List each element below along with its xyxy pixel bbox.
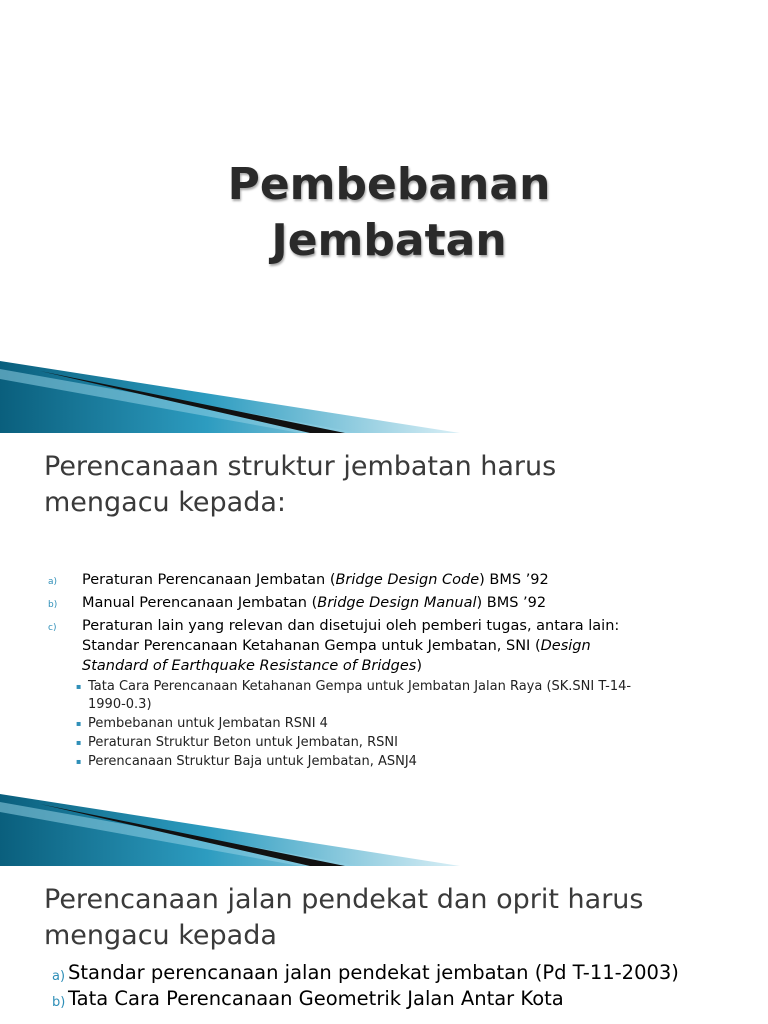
item-text-end: ) BMS ’92: [476, 595, 547, 611]
list-marker: a): [48, 577, 58, 587]
slide-heading: Perencanaan struktur jembatan harus mengacu kepada:: [44, 451, 557, 518]
item-text: Tata Cara Perencanaan Geometrik Jalan Antar Kota: [68, 987, 564, 1010]
bullet-icon: ▪: [76, 738, 82, 747]
list-item: [44, 593, 644, 613]
content-slide-structure: [0, 433, 768, 866]
content-slide-approach-road: [0, 866, 768, 1024]
bullet-icon: ▪: [76, 682, 82, 691]
item-italic: Design Standard of Earthquake Resistance of Bridges: [82, 638, 591, 674]
sub-list-item: ▪ Perencanaan Struktur Baja untuk Jembatan, ASNJ4: [76, 754, 417, 769]
list-item: [44, 616, 644, 771]
list-marker: a): [52, 969, 66, 984]
item-text-end: ) BMS ’92: [479, 572, 549, 588]
bullet-icon: ▪: [76, 757, 82, 766]
slide-title: [0, 157, 768, 269]
sub-list-item: ▪ Tata Cara Perencanaan Ketahanan Gempa untuk Jembatan Jalan Raya (SK.SNI T-14-1990-0.3): [76, 679, 632, 712]
slide-heading: Perencanaan jalan pendekat dan oprit harus mengacu kepada: [44, 884, 644, 951]
item-text-end: ): [416, 658, 422, 674]
bullet-icon: ▪: [76, 719, 82, 728]
item-text: Peraturan Perencanaan Jembatan (: [82, 572, 336, 588]
title-line-2: Jembatan: [271, 215, 507, 267]
list-marker: b): [48, 600, 58, 610]
item-text: Standar perencanaan jalan pendekat jembatan (Pd T-11-2003): [68, 961, 679, 984]
item-text: Manual Perencanaan Jembatan (: [82, 595, 318, 611]
list-item: [52, 986, 692, 1012]
title-line-1: Pembebanan: [227, 159, 551, 211]
title-slide: [0, 0, 768, 433]
item-text: Peraturan lain yang relevan dan disetujui oleh pemberi tugas, antara lain: Standar Perencanaan Ketahanan Gempa untuk Jembatan, SNI (: [82, 618, 620, 654]
sub-list-item: ▪ Peraturan Struktur Beton untuk Jembatan, RSNI: [76, 735, 398, 750]
list-marker: c): [48, 623, 57, 633]
item-italic: Bridge Design Manual: [317, 595, 477, 611]
swoosh-decoration: [0, 361, 768, 433]
item-italic: Bridge Design Code: [335, 572, 480, 588]
reference-list: [52, 960, 692, 1012]
list-item: [44, 570, 644, 590]
sub-list: [76, 678, 644, 771]
sub-list-item: ▪ Pembebanan untuk Jembatan RSNI 4: [76, 716, 328, 731]
list-marker: b): [52, 995, 66, 1010]
reference-list: [44, 570, 644, 774]
swoosh-decoration: [0, 794, 768, 866]
list-item: [52, 960, 692, 986]
